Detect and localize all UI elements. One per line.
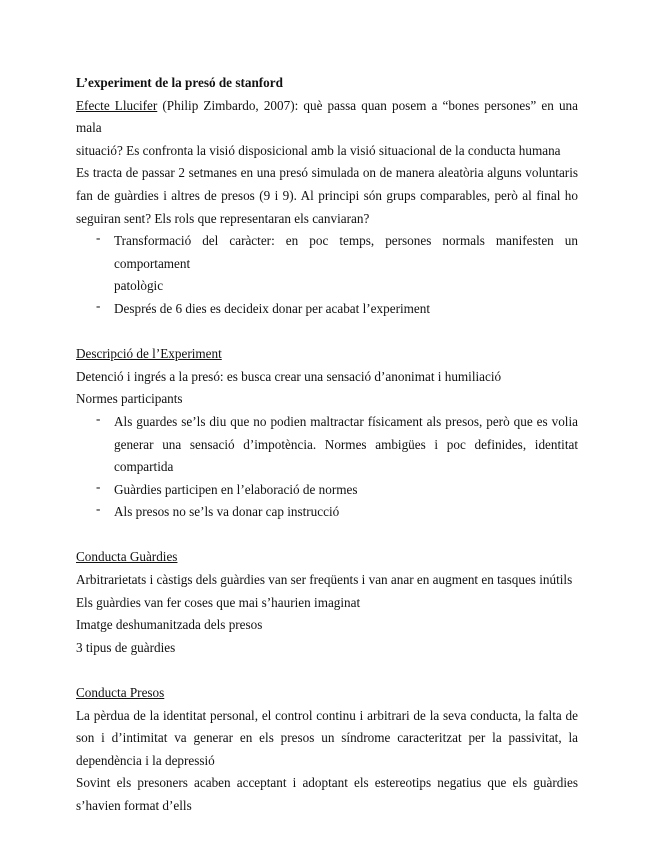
list-item	[76, 230, 578, 298]
document-title: L’experiment de la presó de stanford	[76, 75, 283, 90]
guardies-line: Els guàrdies van fer coses que mai s’haurien imaginat	[76, 594, 361, 610]
spacer	[76, 659, 578, 682]
list-item-line: compartida	[114, 459, 174, 475]
guardies-line: Imatge deshumanitzada dels presos	[76, 617, 263, 633]
presos-line-2: son i d’intimitat va generar en els presos un síndrome caracteritzat per la passivitat, la	[76, 730, 578, 746]
efecte-llucifer-term: Efecte Llucifer	[76, 97, 158, 113]
list-item-line: Guàrdies participen en l’elaboració de normes	[114, 481, 358, 497]
intro-paragraph-line-1	[76, 95, 578, 140]
list-item-line: Als guardes se’ls diu que no podien maltractar físicament als presos, però que es volia	[114, 413, 578, 429]
section-heading-descripcio: Descripció de l’Experiment	[76, 346, 222, 362]
list-item-line: generar una sensació d’impotència. Normes ambigües i poc definides, identitat	[114, 436, 578, 452]
intro-paragraph-line-4: fan de guàrdies i altres de presos (9 i 9). Al principi són grups comparables, però al final ho	[76, 187, 578, 203]
presos-line-4: Sovint els presoners acaben acceptant i adoptant els estereotips negatius que els guàrdies	[76, 775, 578, 791]
descripcio-line-1: Detenció i ingrés a la presó: es busca crear una sensació d’anonimat i humiliació	[76, 368, 502, 384]
list-item-line: Transformació del caràcter: en poc temps, persones normals manifesten un comportament	[114, 233, 578, 271]
bullet-dash: -	[96, 478, 101, 494]
spacer	[76, 321, 578, 344]
guardies-line: Arbitrarietats i càstigs dels guàrdies van ser freqüents i van anar en augment en tasques inútils	[76, 572, 573, 588]
document-page	[76, 72, 578, 818]
bullet-dash: -	[96, 297, 101, 313]
intro-line-1-text: (Philip Zimbardo, 2007): què passa quan posem a “bones persones” en una mala	[76, 97, 578, 136]
intro-paragraph-line-5: seguiran sent? Els rols que representaran els canviaran?	[76, 210, 370, 226]
list-item-line: Als presos no se’ls va donar cap instrucció	[114, 504, 340, 520]
bullet-dash: -	[96, 501, 101, 517]
guardies-line: 3 tipus de guàrdies	[76, 639, 176, 655]
presos-line-1: La pèrdua de la identitat personal, el control continu i arbitrari de la seva conducta, la falta de	[76, 707, 578, 723]
list-item	[76, 411, 578, 479]
spacer	[76, 524, 578, 547]
intro-paragraph-line-3: Es tracta de passar 2 setmanes en una presó simulada on de manera aleatòria alguns voluntaris	[76, 165, 578, 181]
list-item	[76, 501, 578, 524]
bullet-dash: -	[96, 230, 101, 246]
list-item-line: Després de 6 dies es decideix donar per acabat l’experiment	[114, 300, 430, 316]
list-item	[76, 479, 578, 502]
descripcio-line-2: Normes participants	[76, 391, 183, 407]
section-heading-guardies: Conducta Guàrdies	[76, 549, 178, 565]
intro-paragraph-line-2: situació? Es confronta la visió disposicional amb la visió situacional de la conducta humana	[76, 142, 561, 158]
presos-line-5: s’havien format d’ells	[76, 798, 192, 813]
presos-line-3: dependència i la depressió	[76, 752, 215, 768]
section-heading-presos: Conducta Presos	[76, 685, 165, 701]
list-item	[76, 298, 578, 321]
list-item-line: patològic	[114, 278, 164, 294]
bullet-dash: -	[96, 410, 101, 426]
